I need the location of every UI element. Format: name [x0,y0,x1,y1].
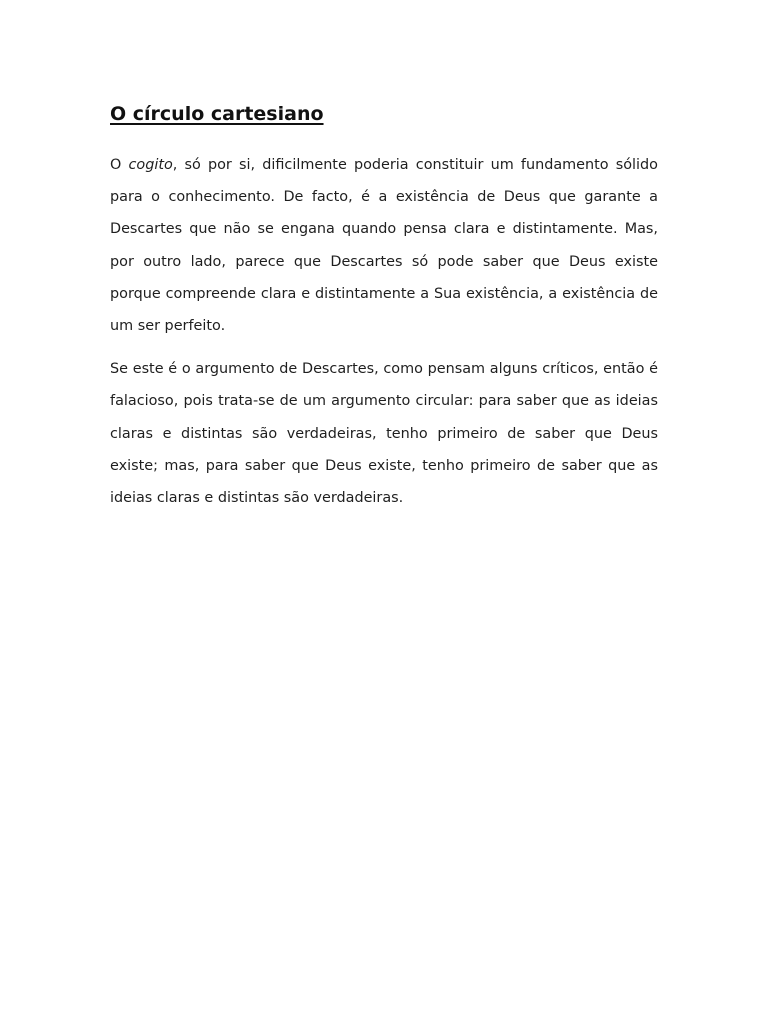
paragraph-lead: O [110,157,129,173]
paragraph-body: , só por si, dificilmente poderia constituir um fundamento sólido para o conhecimento. De facto, é a existência de Deus que garante a Descartes que não se engana quando pensa clara e distintamente. Mas, por outro lado, parece que Descartes só pode saber que Deus existe porque compreende clara e distintamente a Sua existência, a existência de um ser perfeito. [110,157,658,335]
paragraph-circular-argument: Se este é o argumento de Descartes, como pensam alguns críticos, então é falacioso, pois trata-se de um argumento circular: para saber que as ideias claras e distintas são verdadeiras, tenho primeiro de saber que Deus existe; mas, para saber que Deus existe, tenho primeiro de saber que as ideias claras e distintas são verdadeiras. [110,361,658,507]
document-body [110,100,658,514]
italic-term-cogito: cogito [128,157,173,173]
document-title: O círculo cartesiano [110,103,324,125]
paragraph-cogito [110,149,658,342]
